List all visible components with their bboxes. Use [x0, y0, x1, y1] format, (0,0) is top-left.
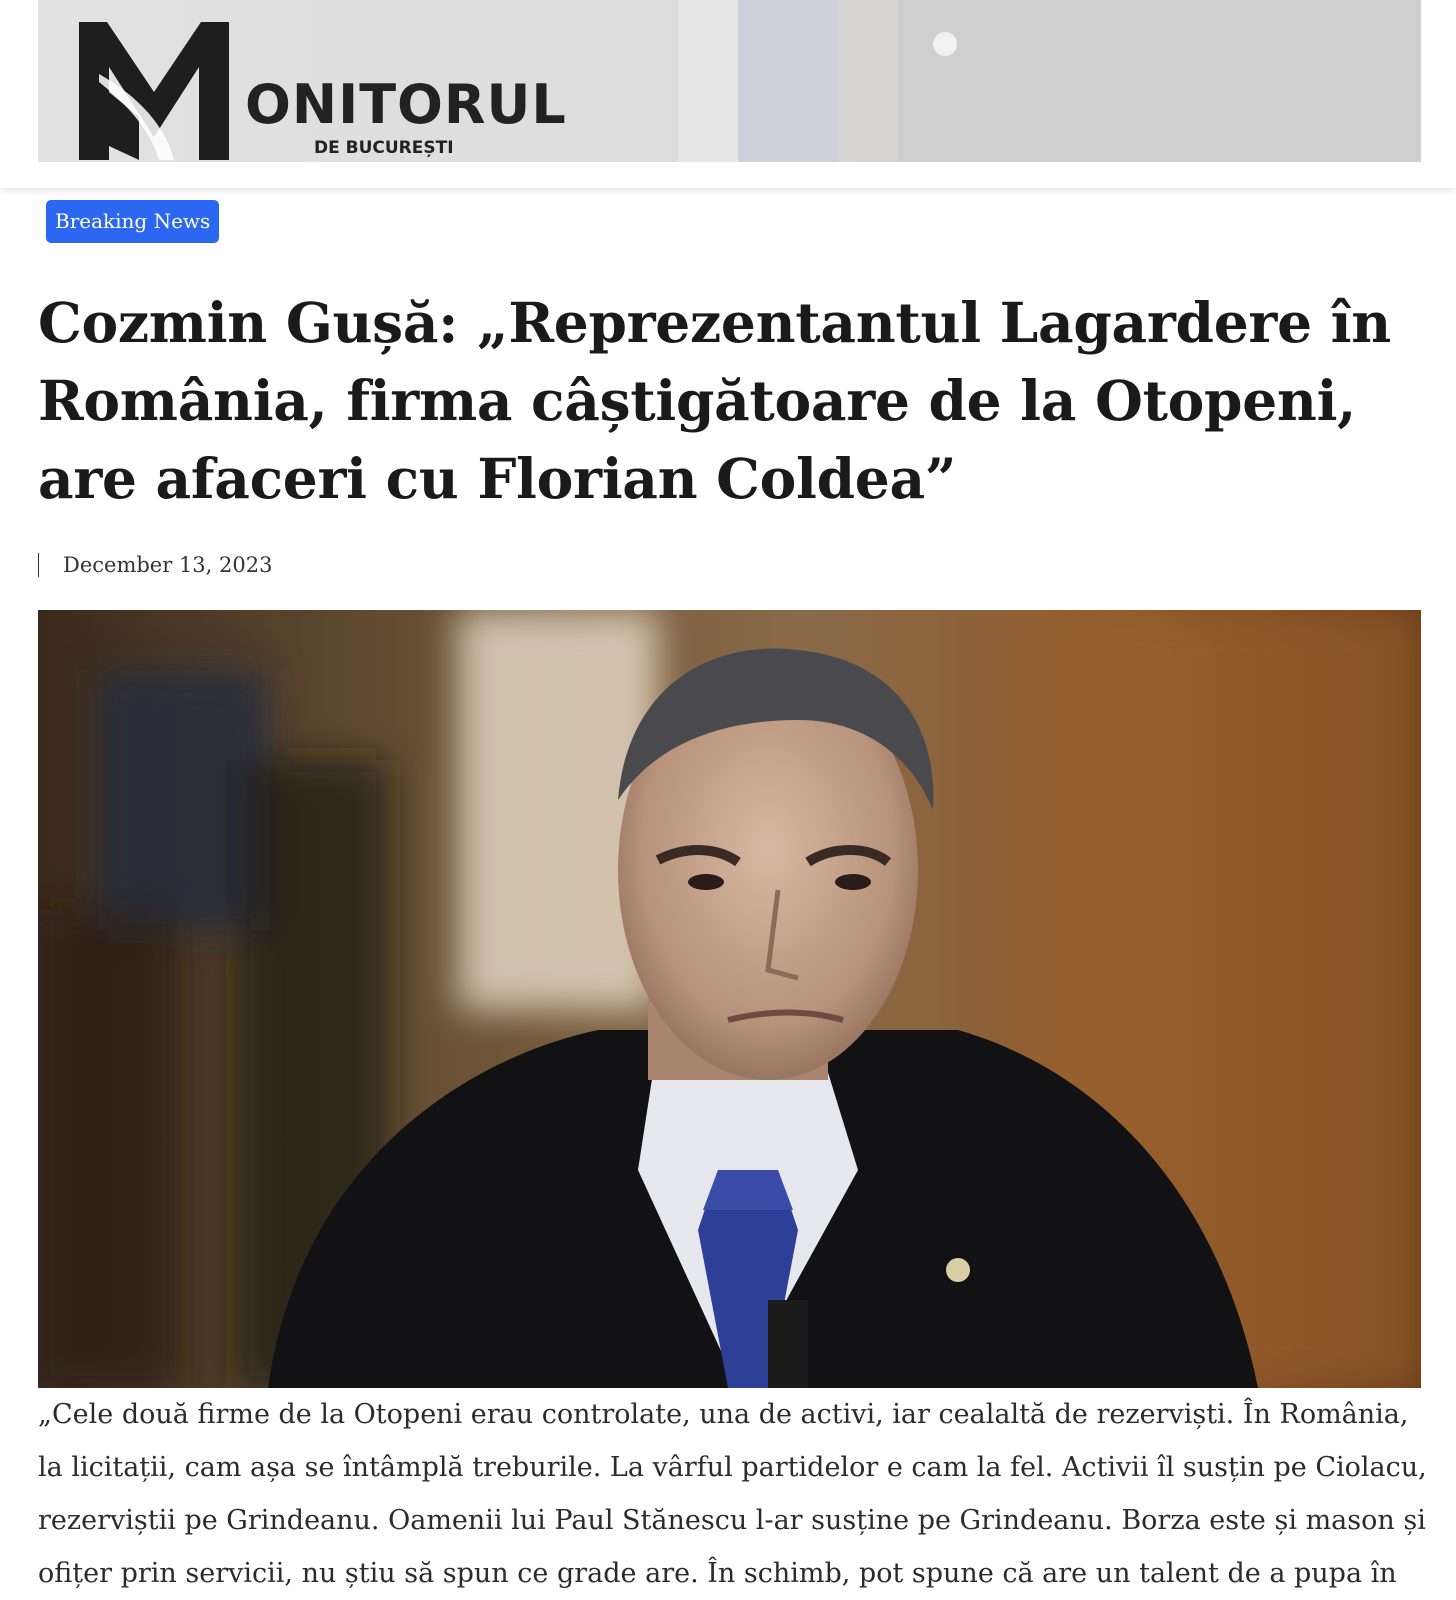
article-meta [38, 552, 272, 578]
article-title: Cozmin Gușă: „Reprezentantul Lagardere în România, firma câștigătoare de la Otopeni, are afaceri cu Florian Coldea” [38, 290, 1391, 511]
article-featured-image [38, 610, 1421, 1388]
meta-divider [38, 553, 39, 577]
logo-name: ONITORUL [245, 73, 567, 136]
banner-jacket [898, 0, 1421, 162]
logo-subtitle: DE BUCUREȘTI [314, 138, 454, 158]
portrait-photo [38, 610, 1421, 1388]
site-header [0, 0, 1456, 188]
article-body: „Cele două firme de la Otopeni erau controlate, una de activi, iar cealaltă de rezerviști. În România, la licitații, cam așa se întâmplă treburile. La vârful partidelor e cam la fel. Activii îl susțin pe Ciolacu, rezerviștii pe Grindeanu. Oamenii lui Paul Stănescu l-ar susține pe Grindeanu. Borza este și mason și ofițer prin servicii, nu știu să spun ce grade are. În schimb, pot spune că are un talent de a pupa în [38, 1399, 1427, 1589]
banner-collar [678, 0, 738, 162]
banner-tie [738, 0, 838, 162]
category-badge[interactable]: Breaking News [46, 200, 219, 243]
publish-date: December 13, 2023 [63, 553, 273, 577]
banner-pin [933, 32, 957, 56]
logo-m-icon [79, 22, 229, 160]
